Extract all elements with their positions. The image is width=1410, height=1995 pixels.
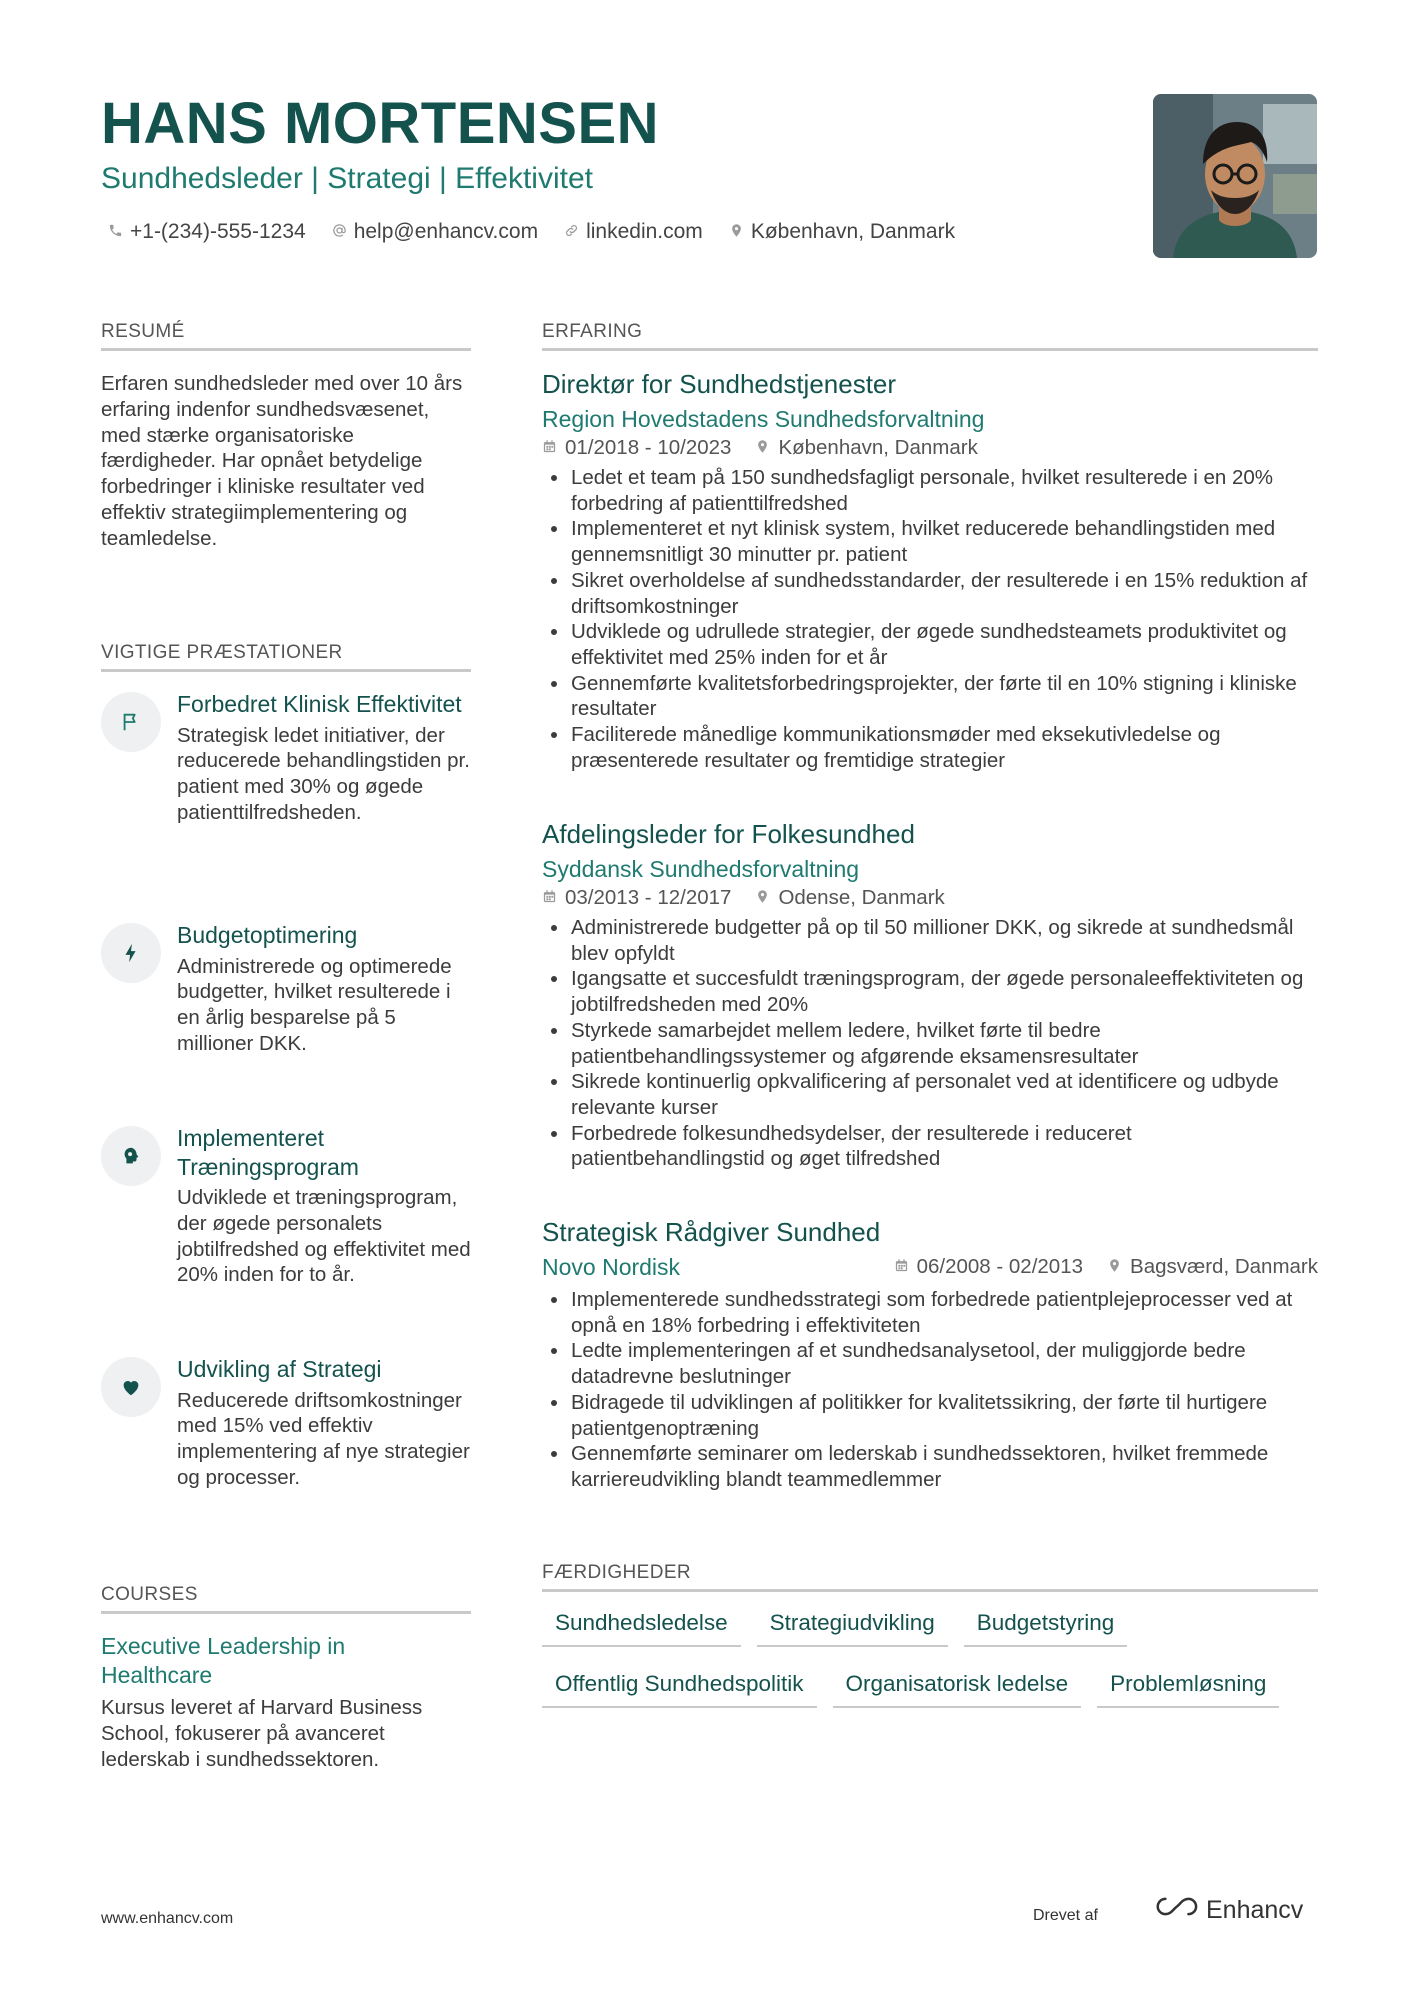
- job-company: Syddansk Sundhedsforvaltning: [542, 856, 860, 882]
- skill-tag: Budgetstyring: [964, 1610, 1128, 1647]
- location-icon: [755, 886, 770, 910]
- summary-heading: RESUMÉ: [101, 321, 471, 351]
- job-company: Region Hovedstadens Sundhedsforvaltning: [542, 406, 985, 432]
- job-title: Direktør for Sundhedstjenester: [542, 369, 897, 399]
- achievement-item: [101, 1124, 471, 1288]
- job-entry: [542, 818, 1318, 1172]
- contact-phone[interactable]: [108, 220, 306, 244]
- skill-tag: Offentlig Sundhedspolitik: [542, 1671, 817, 1708]
- job-dates: 03/2013 - 12/2017: [565, 886, 732, 909]
- job-entry: [542, 368, 1318, 773]
- achievement-description: Udviklede et træningsprogram, der øgede personalets jobtilfredshed og effektivitet med 20% inden for to år.: [177, 1186, 471, 1287]
- job-location: Bagsværd, Danmark: [1130, 1255, 1318, 1278]
- job-bullet: Ledte implementeringen af et sundhedsanalysetool, der muliggjorde bedre datadrevne beslutninger: [542, 1338, 1318, 1389]
- courses-heading: COURSES: [101, 1584, 471, 1614]
- contact-phone-text: +1-(234)-555-1234: [130, 220, 306, 243]
- achievements-heading: VIGTIGE PRÆSTATIONER: [101, 642, 471, 672]
- calendar-icon: [894, 1255, 909, 1279]
- job-title: Afdelingsleder for Folkesundhed: [542, 819, 915, 849]
- experience-heading: ERFARING: [542, 321, 1318, 351]
- contact-linkedin[interactable]: [564, 220, 703, 244]
- job-bullet: Gennemførte seminarer om lederskab i sundhedssektoren, hvilket fremmede karriereudvikling blandt teammedlemmer: [542, 1441, 1318, 1492]
- achievement-title: Forbedret Klinisk Effektivitet: [177, 691, 462, 717]
- achievement-description: Reducerede driftsomkostninger med 15% ved effektiv implementering af nye strategier og processer.: [177, 1388, 470, 1489]
- job-meta: [542, 436, 1318, 460]
- contact-location-text: København, Danmark: [750, 220, 956, 243]
- calendar-icon: [542, 436, 557, 460]
- achievement-item: [101, 921, 471, 1057]
- job-bullet: Igangsatte et succesfuldt træningsprogram, der øgede personaleeffektiviteten og jobtilfredsheden med 20%: [542, 966, 1318, 1017]
- contact-location: [729, 220, 955, 244]
- footer-powered-by: Drevet af: [1033, 1907, 1098, 1924]
- job-bullet: Styrkede samarbejdet mellem ledere, hvilket førte til bedre patientbehandlingssystemer og afgørende eksamensresultater: [542, 1018, 1318, 1069]
- achievement-title: Budgetoptimering: [177, 922, 358, 948]
- at-icon: [332, 220, 347, 244]
- job-bullet: Gennemførte kvalitetsforbedringsprojekter, der førte til en 10% stigning i kliniske resultater: [542, 671, 1318, 722]
- location-icon: [755, 436, 770, 460]
- contact-email[interactable]: [332, 220, 538, 244]
- job-bullet: Faciliterede månedlige kommunikationsmøder med eksekutivledelse og præsenterede resultater og fremtidige strategier: [542, 722, 1318, 773]
- job-bullet: Sikret overholdelse af sundhedsstandarder, der resulterede i en 15% reduktion af driftsomkostninger: [542, 568, 1318, 619]
- location-icon: [729, 220, 744, 244]
- footer-url[interactable]: www.enhancv.com: [101, 1910, 234, 1927]
- contact-email-text: help@enhancv.com: [353, 220, 539, 243]
- job-company: Novo Nordisk: [542, 1254, 681, 1280]
- job-location: København, Danmark: [778, 436, 978, 459]
- job-bullet: Udviklede og udrullede strategier, der øgede sundhedsteamets produktivitet og effektivitet med 25% inden for et år: [542, 619, 1318, 670]
- skills-list: [542, 1610, 1322, 1708]
- achievement-item: [101, 1355, 471, 1491]
- candidate-tagline: Sundhedsleder | Strategi | Effektivitet: [101, 162, 593, 195]
- brain-icon: [101, 1126, 161, 1186]
- job-bullet: Implementeret et nyt klinisk system, hvilket reducerede behandlingstiden med gennemsnitligt 30 minutter pr. patient: [542, 516, 1318, 567]
- skill-tag: Problemløsning: [1097, 1671, 1279, 1708]
- job-dates: 01/2018 - 10/2023: [565, 436, 732, 459]
- achievement-item: [101, 690, 471, 826]
- job-bullets: [542, 465, 1318, 773]
- achievement-title: Udvikling af Strategi: [177, 1356, 382, 1382]
- heart-icon: [101, 1357, 161, 1417]
- achievement-title: Implementeret Træningsprogram: [177, 1125, 359, 1180]
- job-bullet: Ledet et team på 150 sundhedsfagligt personale, hvilket resulterede i en 20% forbedring af patienttilfredshed: [542, 465, 1318, 516]
- job-bullet: Implementerede sundhedsstrategi som forbedrede patientplejeprocesser ved at opnå en 18% forbedring i effektiviteten: [542, 1287, 1318, 1338]
- skill-tag: Sundhedsledelse: [542, 1610, 741, 1647]
- skill-tag: Organisatorisk ledelse: [833, 1671, 1082, 1708]
- skills-heading: FÆRDIGHEDER: [542, 1562, 1318, 1592]
- skill-tag: Strategiudvikling: [757, 1610, 948, 1647]
- enhancv-logo[interactable]: [1152, 1895, 1303, 1925]
- profile-photo: [1153, 94, 1317, 258]
- job-title: Strategisk Rådgiver Sundhed: [542, 1217, 881, 1247]
- course-description: Kursus leveret af Harvard Business School, fokuserer på avanceret lederskab i sundhedssektoren.: [101, 1696, 423, 1771]
- job-bullet: Sikrede kontinuerlig opkvalificering af personalet ved at identificere og udbyde relevante kurser: [542, 1069, 1318, 1120]
- contact-bar: [108, 220, 955, 244]
- job-entry: [542, 1216, 1318, 1493]
- location-icon: [1107, 1255, 1122, 1279]
- enhancv-logo-icon: [1152, 1895, 1198, 1925]
- job-bullet: Administrerede budgetter på op til 50 millioner DKK, og sikrede at sundhedsmål blev opfyldt: [542, 915, 1318, 966]
- job-bullet: Bidragede til udviklingen af politikker for kvalitetssikring, der førte til hurtigere patientgenoptræning: [542, 1390, 1318, 1441]
- flag-icon: [101, 692, 161, 752]
- job-dates: 06/2008 - 02/2013: [916, 1255, 1084, 1278]
- candidate-name: HANS MORTENSEN: [101, 91, 660, 156]
- job-meta: [542, 886, 1318, 910]
- job-bullet: Forbedrede folkesundhedsydelser, der resulterede i reduceret patientbehandlingstid og øget tilfredshed: [542, 1121, 1318, 1172]
- job-bullets: [542, 1287, 1318, 1493]
- job-location: Odense, Danmark: [778, 886, 945, 909]
- summary-text: Erfaren sundhedsleder med over 10 års erfaring indenfor sundhedsvæsenet, med stærke organisatoriske færdigheder. Har opnået betydelige forbedringer i kliniske resultater ved effektiv strategiimplementering og teamledelse.: [101, 372, 463, 550]
- enhancv-logo-text: Enhancv: [1206, 1895, 1304, 1924]
- phone-icon: [108, 220, 123, 244]
- bolt-icon: [101, 923, 161, 983]
- calendar-icon: [542, 886, 557, 910]
- achievement-description: Strategisk ledet initiativer, der reducerede behandlingstiden pr. patient med 30% og øgede patienttilfredsheden.: [177, 723, 470, 824]
- job-meta: [894, 1255, 1318, 1279]
- course-title: Executive Leadership in Healthcare: [101, 1633, 346, 1688]
- contact-linkedin-text: linkedin.com: [586, 220, 703, 243]
- link-icon: [564, 220, 579, 244]
- job-bullets: [542, 915, 1318, 1172]
- achievement-description: Administrerede og optimerede budgetter, hvilket resulterede i en årlig besparelse på 5 millioner DKK.: [177, 954, 452, 1055]
